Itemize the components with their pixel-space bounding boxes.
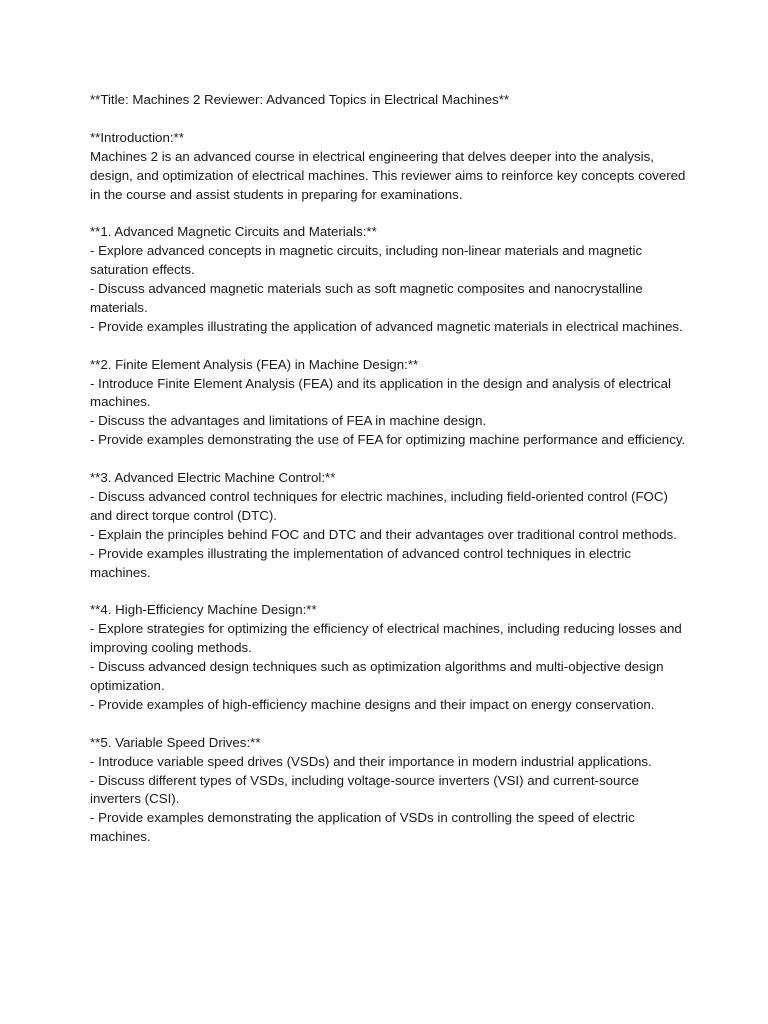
section-heading: **4. High-Efficiency Machine Design:** xyxy=(90,602,317,618)
introduction-text: Machines 2 is an advanced course in electrical engineering that delves deeper into the analysis, design, and optimization of electrical machines. This reviewer aims to reinforce key concepts covered in the course and assist students in preparing for examinations. xyxy=(90,148,686,202)
bullet-item: - Introduce variable speed drives (VSDs) and their importance in modern industrial applications. xyxy=(90,753,652,769)
bullet-item: - Provide examples of high-efficiency machine designs and their impact on energy conservation. xyxy=(90,696,655,712)
introduction-heading: **Introduction:** xyxy=(90,129,184,145)
bullet-item: - Discuss advanced design techniques such as optimization algorithms and multi-objective design optimization. xyxy=(90,659,664,694)
bullet-item: - Discuss advanced control techniques for electric machines, including field-oriented control (FOC) and direct torque control (DTC). xyxy=(90,488,668,523)
bullet-list xyxy=(90,375,690,451)
bullet-item: - Provide examples illustrating the application of advanced magnetic materials in electrical machines. xyxy=(90,318,683,334)
section-variable-speed-drives xyxy=(90,734,690,847)
bullet-item: - Provide examples demonstrating the use of FEA for optimizing machine performance and efficiency. xyxy=(90,432,686,448)
section-electric-machine-control xyxy=(90,469,690,582)
section-finite-element-analysis xyxy=(90,356,690,451)
section-heading: **1. Advanced Magnetic Circuits and Materials:** xyxy=(90,224,377,240)
bullet-item: - Explore advanced concepts in magnetic circuits, including non-linear materials and magnetic saturation effects. xyxy=(90,243,643,278)
bullet-item: - Discuss advanced magnetic materials such as soft magnetic composites and nanocrystalline materials. xyxy=(90,281,643,315)
bullet-item: - Discuss the advantages and limitations of FEA in machine design. xyxy=(90,413,487,429)
bullet-list xyxy=(90,488,690,583)
bullet-item: - Provide examples demonstrating the application of VSDs in controlling the speed of electric machines. xyxy=(90,810,635,845)
bullet-list xyxy=(90,242,690,337)
section-advanced-magnetic-circuits xyxy=(90,223,690,336)
section-heading: **3. Advanced Electric Machine Control:** xyxy=(90,470,336,486)
bullet-item: - Provide examples illustrating the implementation of advanced control techniques in electric machines. xyxy=(90,545,632,580)
document-title: **Title: Machines 2 Reviewer: Advanced Topics in Electrical Machines** xyxy=(90,92,510,107)
section-high-efficiency-design xyxy=(90,601,690,714)
bullet-list xyxy=(90,620,690,715)
bullet-item: - Introduce Finite Element Analysis (FEA) and its application in the design and analysis of electrical machines. xyxy=(90,375,671,410)
bullet-list xyxy=(90,753,690,848)
section-heading: **2. Finite Element Analysis (FEA) in Machine Design:** xyxy=(90,356,419,372)
bullet-item: - Discuss different types of VSDs, including voltage-source inverters (VSI) and current-source inverters (CSI). xyxy=(90,772,639,807)
document-page xyxy=(90,91,690,847)
introduction-section xyxy=(90,129,690,205)
bullet-item: - Explore strategies for optimizing the efficiency of electrical machines, including reducing losses and improving cooling methods. xyxy=(90,621,682,656)
section-heading: **5. Variable Speed Drives:** xyxy=(90,734,261,750)
bullet-item: - Explain the principles behind FOC and DTC and their advantages over traditional control methods. xyxy=(90,526,677,542)
